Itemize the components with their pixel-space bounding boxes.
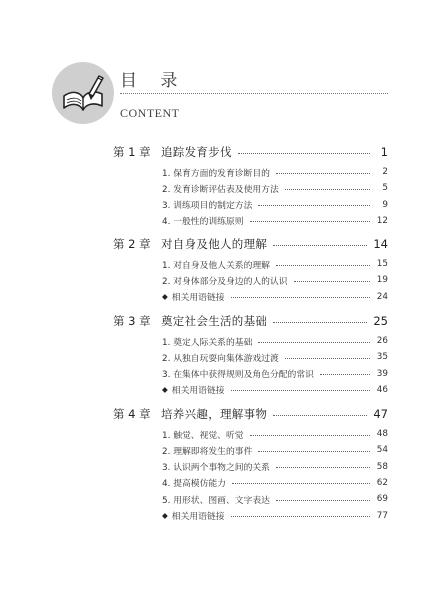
section-page-number: 9	[382, 199, 388, 210]
section-page-number: 58	[376, 461, 388, 472]
chapter-page-number: 47	[373, 407, 388, 421]
section-entry[interactable]	[162, 383, 388, 397]
book-pen-icon	[58, 70, 108, 116]
section-page-number: 39	[376, 368, 388, 379]
section-title: 相关用语链接	[171, 293, 225, 304]
section-title: 1. 奠定人际关系的基础	[162, 337, 253, 348]
page-title: 目 录	[120, 71, 187, 91]
section-entry[interactable]	[162, 257, 388, 271]
chapter-entry[interactable]	[113, 405, 388, 423]
dot-leader	[273, 245, 367, 246]
section-page-number: 26	[376, 336, 388, 346]
dot-leader	[285, 358, 370, 359]
dot-leader	[276, 265, 370, 266]
chapter-title: 追踪发育步伐	[161, 145, 232, 159]
section-entry[interactable]	[162, 181, 388, 195]
section-entry[interactable]	[162, 367, 388, 381]
chapter-title: 对自身及他人的理解	[161, 237, 268, 251]
section-page-number: 69	[376, 494, 388, 505]
diamond-bullet-icon: ◆	[162, 511, 168, 520]
chapter-title: 奠定社会生活的基础	[161, 314, 268, 328]
section-entry[interactable]	[162, 290, 388, 304]
section-title: 3. 认识两个事物之间的关系	[162, 463, 270, 474]
diamond-bullet-icon: ◆	[162, 385, 168, 395]
section-title: 相关用语链接	[171, 512, 225, 522]
section-title: 相关用语链接	[171, 386, 225, 397]
section-page-number: 12	[376, 215, 388, 226]
dot-leader	[273, 322, 367, 323]
dot-leader	[250, 221, 370, 222]
section-title: 4. 一般性的训练原则	[162, 217, 244, 228]
section-page-number: 35	[376, 352, 388, 363]
section-entry[interactable]	[162, 350, 388, 364]
logo	[52, 62, 114, 124]
page-subtitle: CONTENT	[120, 106, 180, 120]
diamond-bullet-icon: ◆	[162, 292, 168, 302]
section-title: 1. 对自身及他人关系的理解	[162, 260, 270, 271]
chapter-number: 第 2 章	[113, 237, 151, 251]
chapter-page-number: 1	[380, 145, 388, 159]
section-title: 1. 保育方面的发育诊断目的	[162, 168, 270, 179]
section-title: 3. 在集体中获得规则及角色分配的常识	[162, 370, 314, 381]
dot-leader	[276, 467, 370, 468]
section-title: 3. 训练项目的制定方法	[162, 201, 253, 212]
section-title: 2. 对身体部分及身边的人的认识	[162, 276, 288, 287]
section-title: 2. 发育诊断评估表及使用方法	[162, 184, 279, 195]
dot-leader	[258, 451, 370, 452]
dot-leader	[294, 281, 370, 282]
chapter-entry[interactable]	[113, 312, 388, 330]
section-page-number: 19	[376, 275, 388, 286]
section-title: 4. 提高模仿能力	[162, 479, 226, 490]
section-entry[interactable]	[162, 476, 388, 490]
dot-leader	[320, 374, 370, 375]
section-title: 2. 从独自玩耍向集体游戏过渡	[162, 353, 279, 364]
dot-leader	[276, 173, 370, 174]
section-title: 5. 用形状、图画、文字表达	[162, 495, 270, 506]
section-page-number: 48	[376, 429, 388, 439]
section-entry[interactable]	[162, 460, 388, 474]
dot-leader	[258, 342, 370, 343]
dot-leader	[231, 297, 370, 298]
section-page-number: 24	[376, 291, 388, 302]
section-entry[interactable]	[162, 334, 388, 348]
dot-leader	[258, 205, 370, 206]
section-entry[interactable]	[162, 198, 388, 212]
section-entry[interactable]	[162, 165, 388, 179]
section-page-number: 46	[376, 384, 388, 395]
chapter-number: 第 1 章	[113, 145, 151, 159]
dot-leader	[285, 189, 370, 190]
dot-leader	[231, 516, 370, 517]
section-page-number: 54	[376, 445, 388, 456]
chapter-entry[interactable]	[113, 143, 388, 161]
section-title: 2. 理解即将发生的事件	[162, 446, 253, 457]
section-page-number: 62	[376, 477, 388, 488]
section-entry[interactable]	[162, 443, 388, 457]
dot-leader	[238, 153, 370, 154]
section-title: 1. 触觉、视觉、听觉	[162, 430, 244, 441]
dot-leader	[231, 390, 370, 391]
chapter-number: 第 3 章	[113, 314, 151, 328]
dot-leader	[232, 483, 370, 484]
chapter-page-number: 14	[373, 237, 388, 251]
chapter-number: 第 4 章	[113, 407, 151, 421]
section-page-number: 2	[382, 167, 388, 177]
dot-leader	[273, 415, 367, 416]
chapter-page-number: 25	[373, 314, 388, 328]
header-divider	[120, 93, 388, 94]
section-page-number: 15	[376, 259, 388, 269]
section-entry[interactable]	[162, 509, 388, 523]
chapter-entry[interactable]	[113, 235, 388, 253]
chapter-title: 培养兴趣，理解事物	[161, 407, 268, 421]
section-entry[interactable]	[162, 427, 388, 441]
section-page-number: 77	[376, 510, 388, 521]
section-entry[interactable]	[162, 273, 388, 287]
section-entry[interactable]	[162, 214, 388, 228]
dot-leader	[276, 500, 370, 501]
section-page-number: 5	[382, 183, 388, 194]
dot-leader	[250, 435, 370, 436]
section-entry[interactable]	[162, 492, 388, 506]
